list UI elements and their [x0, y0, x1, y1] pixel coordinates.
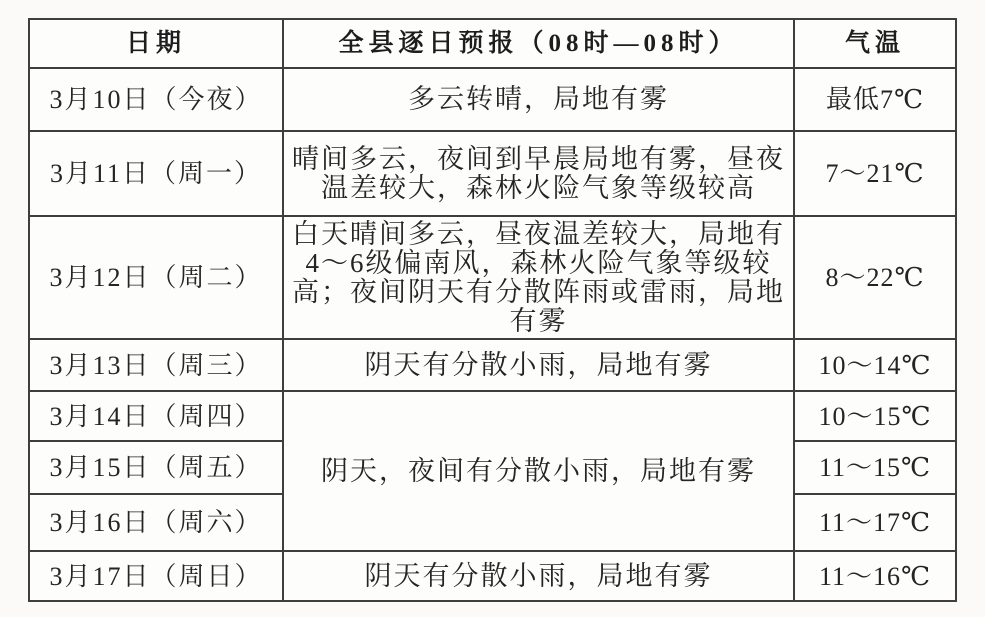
date-cell: 3月11日（周一） [29, 131, 283, 216]
temp-cell: 7～21℃ [794, 131, 956, 216]
column-header-temp: 气温 [794, 19, 956, 68]
temp-cell: 10～15℃ [794, 391, 956, 441]
date-cell: 3月14日（周四） [29, 391, 283, 441]
date-cell: 3月10日（今夜） [29, 68, 283, 131]
forecast-cell: 阴天有分散小雨，局地有雾 [283, 551, 794, 601]
table-row [29, 339, 956, 391]
forecast-cell: 多云转晴，局地有雾 [283, 68, 794, 131]
forecast-cell: 阴天有分散小雨，局地有雾 [283, 339, 794, 391]
weather-forecast-document [28, 18, 957, 602]
column-header-forecast: 全县逐日预报（08时—08时） [283, 19, 794, 68]
forecast-cell: 晴间多云，夜间到早晨局地有雾，昼夜温差较大，森林火险气象等级较高 [283, 131, 794, 216]
forecast-cell: 白天晴间多云，昼夜温差较大，局地有4～6级偏南风，森林火险气象等级较高；夜间阴天有分散阵雨或雷雨，局地有雾 [283, 216, 794, 339]
table-row [29, 551, 956, 601]
date-cell: 3月12日（周二） [29, 216, 283, 339]
temp-cell: 最低7℃ [794, 68, 956, 131]
temp-cell: 11～15℃ [794, 441, 956, 494]
column-header-date: 日期 [29, 19, 283, 68]
merged-forecast-cell: 阴天，夜间有分散小雨，局地有雾 [283, 391, 794, 551]
date-cell: 3月13日（周三） [29, 339, 283, 391]
forecast-table [28, 18, 957, 602]
table-row [29, 68, 956, 131]
date-cell: 3月17日（周日） [29, 551, 283, 601]
header-row [29, 19, 956, 68]
table-row [29, 131, 956, 216]
date-cell: 3月16日（周六） [29, 494, 283, 551]
table-row [29, 391, 956, 441]
date-cell: 3月15日（周五） [29, 441, 283, 494]
temp-cell: 11～17℃ [794, 494, 956, 551]
temp-cell: 10～14℃ [794, 339, 956, 391]
temp-cell: 8～22℃ [794, 216, 956, 339]
temp-cell: 11～16℃ [794, 551, 956, 601]
table-row [29, 216, 956, 339]
